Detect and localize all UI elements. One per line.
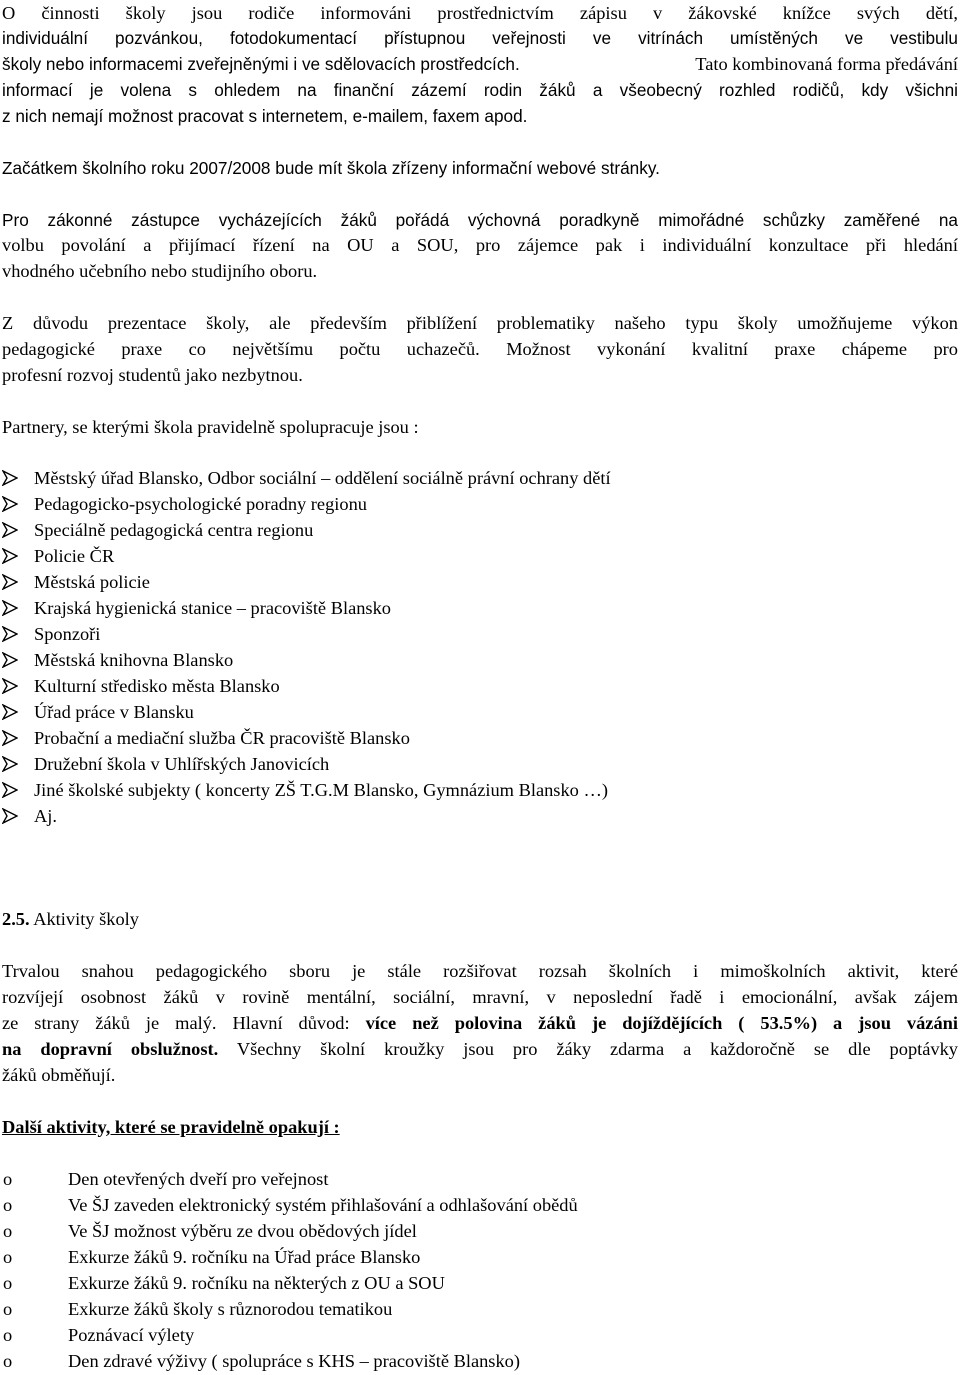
partner-item [0, 595, 611, 621]
other-activities-heading [2, 1114, 958, 1140]
activities-line-1: Trvalou snahou pedagogického sboru je stále rozšiřovat rozsah školních i mimoškolních aktivit, které [2, 961, 958, 981]
activities-line-2: rozvíjejí osobnost žáků v rovině mentální, sociální, mravní, v neposlední řadě i emocionální, avšak zájem [2, 987, 958, 1007]
activity-item [0, 1322, 578, 1348]
partner-item [0, 647, 611, 673]
partners-heading: Partnery, se kterými škola pravidelně spolupracuje jsou : [2, 417, 419, 437]
partner-label: Krajská hygienická stanice – pracoviště Blansko [34, 598, 391, 618]
activity-item [0, 1244, 578, 1270]
intro-line-3a: školy nebo informacemi zveřejněnými i ve sdělovacích prostředcích. [2, 54, 520, 74]
partner-label: Městská knihovna Blansko [34, 650, 234, 670]
activity-label: Exkurze žáků školy s různorodou tematikou [68, 1299, 393, 1319]
activity-label: Den otevřených dveří pro veřejnost [68, 1169, 329, 1189]
partner-item [0, 543, 611, 569]
intro-line-3b: Tato kombinovaná forma předávání [695, 54, 958, 74]
partner-label: Speciálně pedagogická centra regionu [34, 520, 314, 540]
activity-item [0, 1218, 578, 1244]
other-activities-heading-text: Další aktivity, které se pravidelně opakují : [2, 1117, 340, 1137]
circle-bullet-icon: o [3, 1247, 13, 1267]
section-heading [2, 906, 958, 932]
partner-item [0, 673, 611, 699]
partner-label: Sponzoři [34, 624, 101, 644]
practice-line-1: Z důvodu prezentace školy, ale především přiblížení problematiky našeho typu školy umožňujeme výkon [2, 313, 958, 333]
arrow-bullet-icon [2, 730, 18, 746]
partner-label: Probační a mediační služba ČR pracoviště Blansko [34, 728, 410, 748]
activities-line-3b: více než polovina žáků je dojíždějících ( 53.5%) a jsou vázáni [365, 1013, 958, 1033]
web-paragraph: Začátkem školního roku 2007/2008 bude mít škola zřízeny informační webové stránky. [2, 158, 660, 178]
arrow-bullet-icon [2, 808, 18, 824]
activity-item [0, 1296, 578, 1322]
partner-label: Jiné školské subjekty ( koncerty ZŠ T.G.M Blansko, Gymnázium Blansko …) [34, 780, 608, 800]
partner-item [0, 569, 611, 595]
partners-list [0, 465, 611, 829]
arrow-bullet-icon [2, 756, 18, 772]
activity-label: Den zdravé výživy ( spolupráce s KHS – pracoviště Blansko) [68, 1351, 520, 1371]
arrow-bullet-icon [2, 626, 18, 642]
intro-line-5: z nich nemají možnost pracovat s internetem, e-mailem, faxem apod. [2, 106, 528, 126]
intro-line-1: O činnosti školy jsou rodiče informováni prostřednictvím zápisu v žákovské knížce svých dětí, [2, 3, 958, 23]
partner-item [0, 491, 611, 517]
practice-line-2: pedagogické praxe co největšímu počtu uchazečů. Možnost vykonání kvalitní praxe chápeme pro [2, 339, 958, 359]
partner-item [0, 751, 611, 777]
partner-item [0, 699, 611, 725]
parents-line-1: Pro zákonné zástupce vycházejících žáků pořádá výchovná poradkyně mimořádné schůzky zaměřené na [2, 210, 958, 230]
partner-label: Městská policie [34, 572, 150, 592]
activity-label: Exkurze žáků 9. ročníku na Úřad práce Blansko [68, 1247, 421, 1267]
arrow-bullet-icon [2, 782, 18, 798]
arrow-bullet-icon [2, 496, 18, 512]
activity-label: Poznávací výlety [68, 1325, 195, 1345]
arrow-bullet-icon [2, 704, 18, 720]
partner-item [0, 517, 611, 543]
section-number: 2.5. [2, 909, 30, 929]
activity-item [0, 1192, 578, 1218]
arrow-bullet-icon [2, 600, 18, 616]
activity-label: Ve ŠJ zaveden elektronický systém přihlašování a odhlašování obědů [68, 1195, 578, 1215]
intro-line-2: individuální pozvánkou, fotodokumentací přístupnou veřejnosti ve vitrínách umístěných ve vestibulu [2, 28, 958, 48]
arrow-bullet-icon [2, 470, 18, 486]
circle-bullet-icon: o [3, 1351, 13, 1371]
partner-label: Kulturní středisko města Blansko [34, 676, 280, 696]
intro-line-3 [2, 51, 958, 77]
circle-bullet-icon: o [3, 1273, 13, 1293]
section-title: Aktivity školy [33, 909, 139, 929]
activities-line-4 [2, 1036, 958, 1062]
practice-line-3: profesní rozvoj studentů jako nezbytnou. [2, 365, 303, 385]
parents-line-3: vhodného učebního nebo studijního oboru. [2, 261, 318, 281]
activity-label: Ve ŠJ možnost výběru ze dvou obědových jídel [68, 1221, 417, 1241]
other-activities-list [0, 1166, 578, 1374]
partner-label: Družební škola v Uhlířských Janovicích [34, 754, 330, 774]
partner-item [0, 465, 611, 491]
arrow-bullet-icon [2, 574, 18, 590]
circle-bullet-icon: o [3, 1221, 13, 1241]
activities-line-4a: na dopravní obslužnost. [2, 1039, 219, 1059]
partner-label: Policie ČR [34, 546, 115, 566]
arrow-bullet-icon [2, 652, 18, 668]
activities-line-4b: Všechny školní kroužky jsou pro žáky zdarma a každoročně se dle poptávky [218, 1039, 959, 1059]
partner-item [0, 621, 611, 647]
partner-label: Úřad práce v Blansku [34, 702, 194, 722]
parents-line-2: volbu povolání a přijímací řízení na OU a SOU, pro zájemce pak i individuální konzultace při hledání [2, 235, 958, 255]
arrow-bullet-icon [2, 678, 18, 694]
activities-line-3a: ze strany žáků je malý. Hlavní důvod: [2, 1013, 366, 1033]
arrow-bullet-icon [2, 522, 18, 538]
circle-bullet-icon: o [3, 1299, 13, 1319]
circle-bullet-icon: o [3, 1195, 13, 1215]
partner-label: Pedagogicko-psychologické poradny regionu [34, 494, 367, 514]
partner-item [0, 777, 611, 803]
circle-bullet-icon: o [3, 1169, 13, 1189]
partner-item [0, 803, 611, 829]
activities-line-5: žáků obměňují. [2, 1065, 116, 1085]
partner-item [0, 725, 611, 751]
circle-bullet-icon: o [3, 1325, 13, 1345]
activity-item [0, 1348, 578, 1374]
activities-line-3 [2, 1010, 958, 1036]
activity-item [0, 1166, 578, 1192]
partner-label: Aj. [34, 806, 57, 826]
activity-item [0, 1270, 578, 1296]
partner-label: Městský úřad Blansko, Odbor sociální – oddělení sociálně právní ochrany dětí [34, 468, 611, 488]
activity-label: Exkurze žáků 9. ročníku na některých z OU a SOU [68, 1273, 445, 1293]
intro-line-4: informací je volena s ohledem na finanční zázemí rodin žáků a všeobecný rozhled rodičů, kdy všichni [2, 80, 958, 100]
arrow-bullet-icon [2, 548, 18, 564]
